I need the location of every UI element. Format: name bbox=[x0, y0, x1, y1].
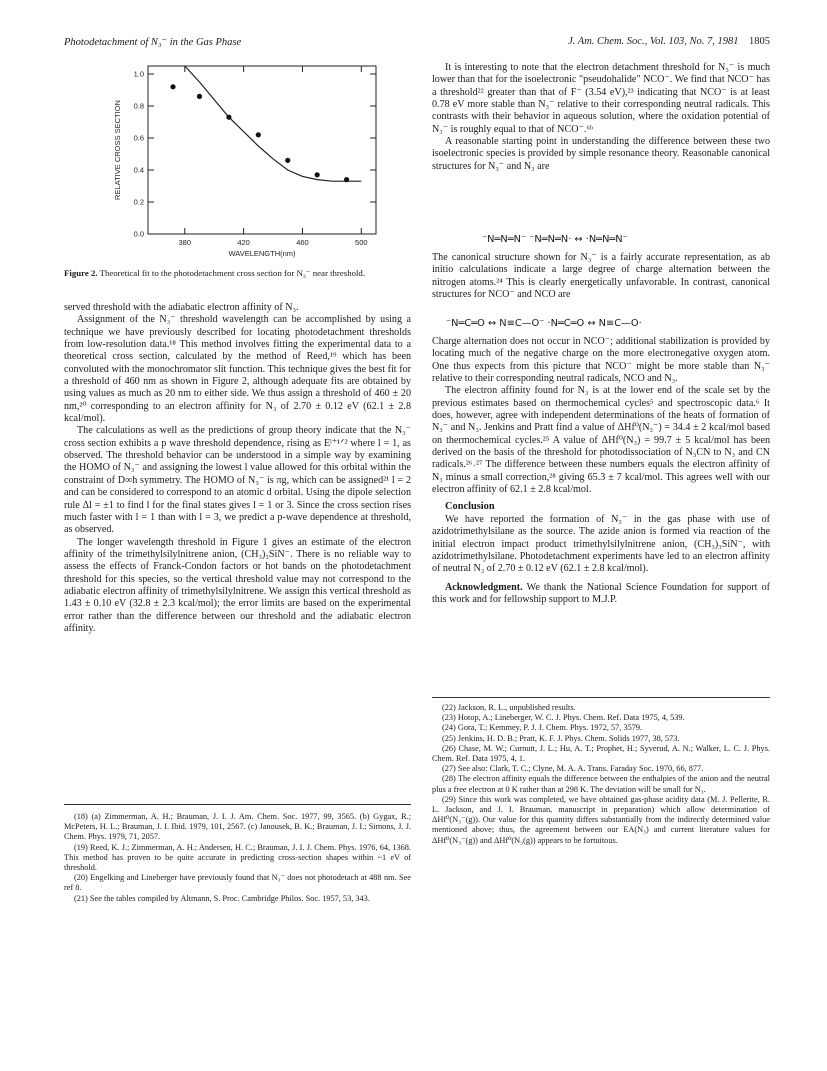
journal-volume: Vol. 103, No. 7, 1981 bbox=[649, 36, 739, 47]
ack-heading: Acknowledgment. bbox=[445, 581, 523, 593]
footnote: (23) Hotop, A.; Lineberger, W. C. J. Phys. Chem. Ref. Data 1975, 4, 539. bbox=[442, 713, 685, 723]
paragraph: served threshold with the adiabatic electron affinity of N₃. bbox=[64, 302, 299, 313]
journal-name: J. Am. Chem. Soc., bbox=[568, 36, 648, 47]
right-column-bottom bbox=[432, 336, 770, 606]
running-title: Photodetachment of N₃⁻ in the Gas Phase bbox=[64, 37, 242, 48]
cross-section-chart bbox=[64, 56, 411, 266]
page-number: 1805 bbox=[749, 36, 770, 47]
paragraph: It is interesting to note that the electron detachment threshold for N₃⁻ is much lower than that for the isoelectronic "pseudohalide" NCO⁻. We find that NCO⁻ has a threshold²² greater than that of F⁻ (3.54 eV),²³ indicating that NCO⁻ is at least 0.78 eV more stable than N₃⁻ relative to their corresponding neutral radicals. This contrasts with their behavior in aqueous solution, where the oxidation potential of N₃⁻ is roughly equal to that of NCO⁻.⁶ᵇ bbox=[432, 62, 770, 135]
figure-caption bbox=[64, 268, 411, 279]
running-header bbox=[64, 36, 770, 52]
y-tick-label: 0.6 bbox=[133, 133, 144, 143]
caption-text: Theoretical fit to the photodetachment cross section for N₃⁻ near threshold. bbox=[99, 268, 366, 278]
footnote: (29) Since this work was completed, we have obtained gas-phase acidity data (M. J. Pellerite, R. L. Jackson, and J. I. Brauman, manuscript in preparation) which allow determination of ΔHf⁰(N₃⁻(g)). Our value for this quantity differs substantially from the indirectly determined value mentioned above; thus, the agreement between our EA(N₃) and current literature values for ΔHf⁰(N₃⁻(g)) and ΔHf⁰(N₃(g)) appears to be fortuitous. bbox=[432, 794, 770, 845]
right-footnotes bbox=[432, 703, 770, 846]
fit-curve bbox=[185, 66, 361, 181]
paragraph: We have reported the formation of N₃⁻ in the gas phase with use of azidotrimethylsilane as the source. The azide anion is formed via reaction of the initial electron impact product trimethylsilylnitrene anion, (CH₃)₃SiN⁻, with azidotrimethylsilane. Photodetachment experiments have led to an electron affinity of neutral N₃ of 2.70 ± 0.12 eV (62.1 ± 2.8 kcal/mol). bbox=[432, 513, 770, 575]
footnote: (20) Engelking and Lineberger have previously found that N₃⁻ does not photodetach at 488 nm. See ref 8. bbox=[64, 873, 411, 893]
right-column-middle bbox=[432, 252, 770, 301]
y-tick-label: 0.0 bbox=[133, 229, 144, 239]
footnote: (28) The electron affinity equals the difference between the enthalpies of the anion and the neutral plus a free electron at 0 K rather than at 298 K. The deviation will be small for N₃. bbox=[432, 774, 770, 794]
y-axis-label: RELATIVE CROSS SECTION bbox=[113, 100, 122, 200]
y-tick-label: 0.4 bbox=[133, 165, 144, 175]
footnote: (22) Jackson, R. L., unpublished results. bbox=[442, 703, 576, 712]
data-point bbox=[226, 115, 231, 120]
x-tick-label: 420 bbox=[237, 238, 250, 247]
data-point bbox=[256, 132, 261, 137]
left-footnotes bbox=[64, 812, 411, 904]
x-tick-label: 380 bbox=[178, 238, 192, 247]
y-tick-label: 1.0 bbox=[133, 69, 144, 79]
paragraph: Charge alternation does not occur in NCO⁻; additional stabilization is provided by locating much of the negative charge on the more electronegative oxygen atom. One thus expects from this picture that NCO⁻ might be more stable than N₃⁻ relative to their corresponding neutral radicals, NCO and N₃. bbox=[432, 336, 770, 385]
paragraph: The calculations as well as the predictions of group theory indicate that the N₃⁻ cross section exhibits a p wave threshold dependence, rising as Eˡ⁺¹ᐟ² where l = 1, as observed. The threshold behavior can be understood in a simple way by examining the HOMO of N₃⁻ and assigning the lowest l value allowed for this orbital within the constraint of D∞h symmetry. The HOMO of N₃⁻ is πg, which can be assigned²¹ l = 2 and can be considered to correspond to an atomic d orbital. Using the dipole selection rule Δl = ±1 to find l for the final states gives l = 1 or 3. Since the cross section rises much faster with l = 1 than with l = 3, we predict a p-wave dependence at threshold, as observed. bbox=[64, 425, 411, 536]
footnote: (19) Reed, K. J.; Zimmerman, A. H.; Andersen, H. C.; Brauman, J. I. J. Chem. Phys. 1976, 64, 1368. This method has proven to be quite accurate in predicting cross-section shapes within ~1 eV of threshold. bbox=[64, 842, 411, 873]
journal-citation bbox=[568, 36, 770, 47]
azide-structures: ⁻N═N═N⁻ ⁻N═N═N· ↔ ·N═N═N⁻ bbox=[482, 234, 628, 245]
footnote: (27) See also: Clark, T. C.; Clyne, M. A. A. Trans. Faraday Soc. 1970, 66, 877. bbox=[442, 764, 704, 774]
y-tick-label: 0.2 bbox=[133, 197, 144, 207]
paragraph: The longer wavelength threshold in Figure 1 gives an estimate of the electron affinity of the trimethylsilylnitrene anion, (CH₃)₃SiN⁻. There is no reliable way to assess the effects of Franck-Condon factors or hot bands on the photodetachment threshold for this species, so the vertical threshold value may not correspond to the adiabatic electron affinity of trimethylsilylnitrene. We assign this vertical threshold as 1.43 ± 0.10 eV (32.8 ± 2.3 kcal/mol); the error limits are based on the experimental error rather than the difference between our threshold and the adiabatic electron affinity. bbox=[64, 536, 411, 634]
data-point bbox=[344, 177, 349, 182]
x-tick-label: 500 bbox=[355, 238, 368, 247]
paragraph: A reasonable starting point in understanding the difference between these two isoelectronic species is provided by simple resonance theory. Reasonable canonical structures for N₃⁻ and N₃ are bbox=[432, 136, 770, 172]
left-column bbox=[64, 302, 411, 635]
footnote-divider bbox=[432, 697, 770, 698]
paragraph: The canonical structure shown for N₃⁻ is a fairly accurate representation, as ab initio calculations indicate a large degree of charge alternation between the nitrogen atoms.²⁴ This is clearly energetically unfavorable. In contrast, canonical structures for NCO⁻ and NCO are bbox=[432, 252, 770, 301]
conclusion-heading: Conclusion bbox=[445, 501, 495, 513]
caption-label: Figure 2. bbox=[64, 268, 98, 278]
x-axis-label: WAVELENGTH(nm) bbox=[228, 249, 296, 258]
footnote: (18) (a) Zimmerman, A. H.; Brauman, J. I. J. Am. Chem. Soc. 1977, 99, 3565. (b) Gygax, R.; McPeters, H. L.; Brauman, J. I. Ibid. 1979, 101, 2567. (c) Janousek, B. K.; Brauman, J. I.; Simons, J. J. Chem. Phys. 1979, 71, 2057. bbox=[64, 812, 411, 842]
footnote-divider bbox=[64, 804, 411, 805]
x-tick-label: 460 bbox=[296, 238, 309, 247]
acknowledgment bbox=[432, 582, 770, 607]
cyanate-structures: ⁻N═C═O ↔ N≡C—O⁻ ·N═C═O ↔ N≡C—O· bbox=[446, 318, 642, 329]
right-column-top bbox=[432, 62, 770, 173]
y-tick-label: 0.8 bbox=[133, 101, 144, 111]
data-point bbox=[197, 94, 202, 99]
ack-text: We thank the National Science Foundation for support of this work and for fellowship support to M.J.P. bbox=[432, 581, 771, 605]
footnote: (24) Gora, T.; Kemmey, P. J. J. Chem. Phys. 1972, 57, 3579. bbox=[442, 723, 643, 733]
footnote: (25) Jenkins, H. D. B.; Pratt, K. F. J. Phys. Chem. Solids 1977, 38, 573. bbox=[442, 733, 680, 743]
footnote: (26) Chase, M. W.; Curnutt, J. L.; Hu, A. T.; Prophet, H.; Syverud, A. N.; Walker, L. C. J. Phys. Chem. Ref. Data 1975, 4, 1. bbox=[432, 743, 770, 764]
footnote: (21) See the tables compiled by Altmann, S. Proc. Cambridge Philos. Soc. 1957, 53, 343. bbox=[74, 893, 370, 903]
paragraph: The electron affinity found for N₃ is at the lower end of the scale set by the previous estimates based on thermochemical cycles⁵ and spectroscopic data.⁶ It does, however, agree with independent determinations of the heats of formation of N₃⁻ and N₃. Jenkins and Pratt find a value of ΔHf⁰(N₃⁻) = 34.4 ± 2 kcal/mol based on thermochemical cycles.²⁵ A value of ΔHf⁰(N₃) = 99.7 ± 5 kcal/mol has been derived on the basis of the threshold for photodissociation of N₃CN to N₃ and CN radicals.²⁶˒²⁷ The difference between these numbers equals the electron affinity of N₃ minus a small correction,²⁸ giving 65.3 ± 7 kcal/mol. This agrees well with our electron affinity of 62.1 ± 2.8 kcal/mol. bbox=[432, 385, 770, 496]
data-point bbox=[170, 84, 175, 89]
data-point bbox=[315, 172, 320, 177]
data-point bbox=[285, 158, 290, 163]
paragraph: Assignment of the N₃⁻ threshold wavelength can be accomplished by using a technique we have previously described for locating photodetachment thresholds from low-resolution data.¹⁸ This method involves fitting the experimental data to a theoretical cross section, calculated by the method of Reed,¹⁹ which has been convoluted with the monochromator slit function. This technique gives the best fit for a threshold of 460 nm as shown in Figure 2, although adequate fits are obtained by using values as much as 20 nm to either side. We thus assign a threshold of 460 ± 20 nm,²⁰ corresponding to an electron affinity for N₃ of 2.70 ± 0.12 eV (62.1 ± 2.8 kcal/mol). bbox=[64, 314, 411, 425]
